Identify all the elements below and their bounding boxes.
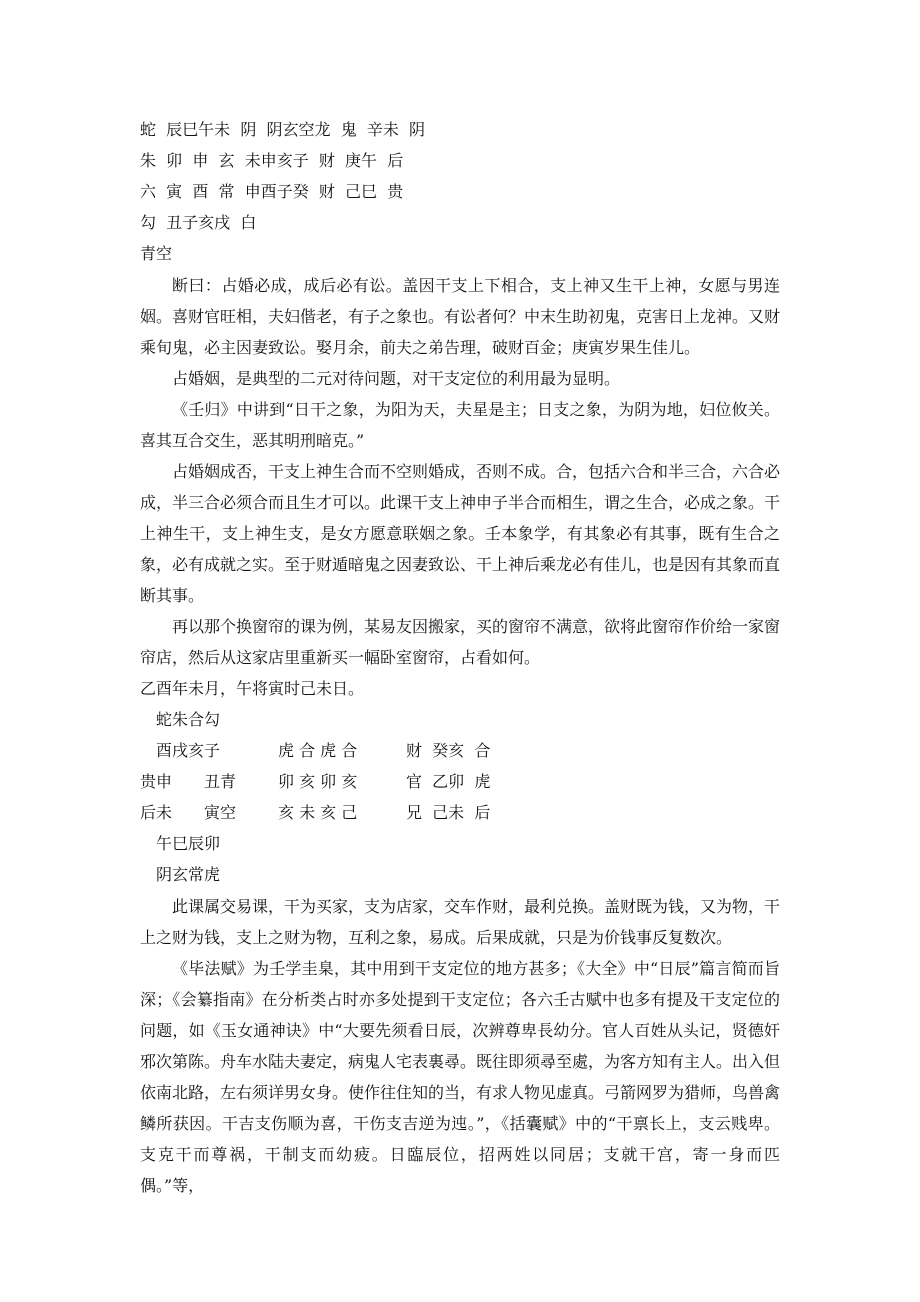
chart2-cell: 丑青 [204,772,237,791]
chart1-line-5: 青空 [140,244,173,263]
paragraph-trade-lesson: 此课属交易课，干为买家，支为店家，交车作财，最利兑换。盖财既为钱，又为物，干上之财为钱，支上之财为物，互利之象，易成。后果成就，只是为价钱事反复数次。 [140,897,781,947]
paragraph-classics: 《毕法赋》为壬学圭臬，其中用到干支定位的地方甚多；《大全》中“日辰”篇言简而旨深；《会纂指南》在分析类占时亦多处提到干支定位；各六壬古赋中也多有提及干支定位的问题，如《玉女通神诀》中“大要先须看日辰，次辨尊卑長幼分。官人百姓从头记，贤德奸邪次第陈。舟车水陆夫妻定，病鬼人宅表裏尋。既往即须尋至處，为客方知有主人。出入但依南北路，左右须详男女身。使作往住知的当，有求人物见虚真。弓箭网罗为猎师，鸟兽禽鳞所获因。干吉支伤顺为喜，干伤支吉逆为迍。”，《括囊赋》中的“干禀长上，支云贱卑。支克干而尊祸，干制支而幼疲。日臨辰位，招两姓以同居；支就干宫，寄一身而匹偶。”等， [140,959,781,1195]
chart2-cell: 亥 未 亥 己 [278,803,358,822]
chart2-cell: 财 癸亥 合 [406,741,491,760]
paragraph-marriage-analysis: 占婚姻成否，干支上神生合而不空则婚成，否则不成。合，包括六合和半三合，六合必成，半三合必须合而且生才可以。此课干支上神申子半合而相生，谓之生合，必成之象。干上神生干，支上神生支，是女方愿意联姻之象。壬本象学，有其象必有其事，既有生合之象，必有成就之实。至于财遁暗鬼之因妻致讼、干上神后乘龙必有佳儿，也是因有其象而直断其事。 [140,462,781,605]
chart2-cell: 兄 己未 后 [406,803,491,822]
chart2-cell: 官 乙卯 虎 [406,772,491,791]
chart2-cell: 卯 亥 卯 亥 [278,772,358,791]
chart1-line-3: 六 寅 酉 常 申酉子癸 财 己巳 贵 [140,182,404,201]
chart1-line-2: 朱 卯 申 玄 未申亥子 财 庚午 后 [140,151,404,170]
chart2-cell: 虎 合 虎 合 [278,741,358,760]
paragraph-ren-gui-quote: 《壬归》中讲到“日干之象，为阳为天，夫星是主；日支之象，为阴为地，妇位攸关。喜其互合交生，恶其明刑暗克。” [140,400,780,450]
chart2-cell: 酉戌亥子 [156,741,221,760]
chart1-line-4: 勾 丑子亥戌 白 [140,213,257,232]
chart2-bottom-1: 午巳辰卯 [156,834,221,853]
paragraph-curtain-example: 再以那个换窗帘的课为例，某易友因搬家，买的窗帘不满意，欲将此窗帘作价给一家窗帘店，然后从这家店里重新买一幅卧室窗帘，占看如何。 [140,617,781,667]
chart2-top: 蛇朱合勾 [156,710,221,729]
paragraph-judgement: 断曰：占婚必成，成后必有讼。盖因干支上下相合，支上神又生干上神，女愿与男连姻。喜财官旺相，夫妇偕老，有子之象也。有讼者何？中末生助初鬼，克害日上龙神。又财乘旬鬼，必主因妻致讼。娶月余，前夫之弟告理，破财百金；庚寅岁果生佳儿。 [140,276,781,357]
date-line: 乙酉年未月，午将寅时己未日。 [140,679,365,698]
chart1-line-1: 蛇 辰巳午未 阴 阴玄空龙 鬼 辛未 阴 [140,120,426,139]
chart2-cell: 寅空 [204,803,237,822]
chart2-cell: 后未 [140,803,173,822]
chart2-bottom-2: 阴玄常虎 [156,865,221,884]
chart2-cell: 贵申 [140,772,173,791]
paragraph-marriage: 占婚姻，是典型的二元对待问题，对干支定位的利用最为显明。 [172,369,621,388]
